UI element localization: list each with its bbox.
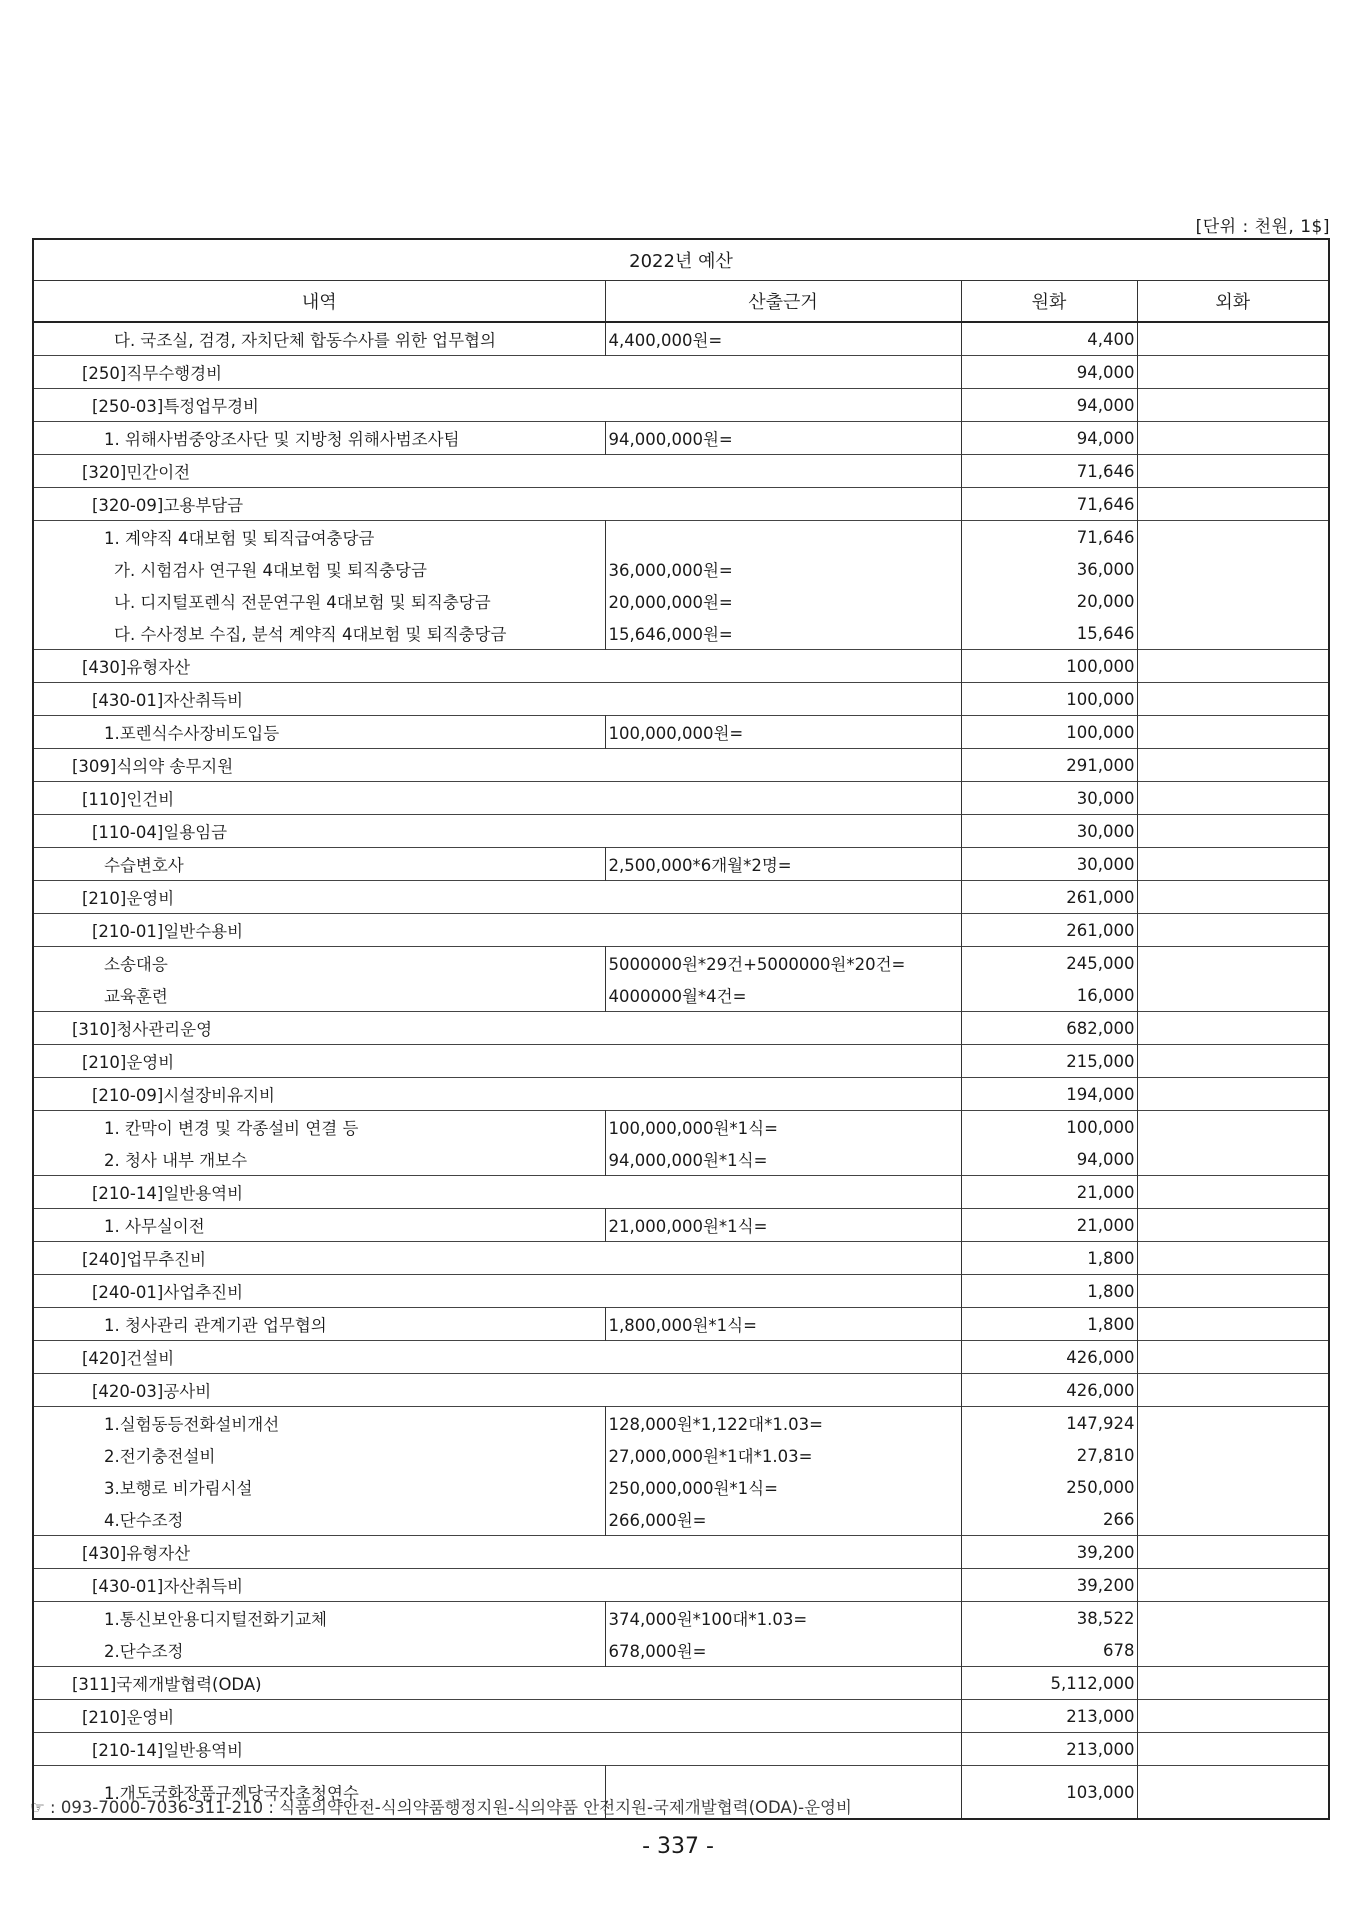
row-foreign (1137, 1766, 1329, 1820)
row-label: 2.단수조정 (33, 1634, 605, 1667)
row-foreign (1137, 1634, 1329, 1667)
row-label: 2.전기충전설비 (33, 1439, 605, 1471)
table-row (33, 979, 1329, 1012)
row-krw: 38,522 (961, 1602, 1137, 1635)
header-details: 내역 (33, 281, 605, 323)
row-foreign (1137, 389, 1329, 422)
row-foreign (1137, 716, 1329, 749)
row-label: [210-09]시설장비유지비 (33, 1078, 961, 1111)
table-row (33, 1536, 1329, 1569)
row-label: [320-09]고용부담금 (33, 488, 961, 521)
table-row (33, 1308, 1329, 1341)
row-foreign (1137, 881, 1329, 914)
header-foreign: 외화 (1137, 281, 1329, 323)
row-foreign (1137, 356, 1329, 389)
row-krw: 27,810 (961, 1439, 1137, 1471)
row-label: 1.실험동등전화설비개선 (33, 1407, 605, 1440)
table-row (33, 1569, 1329, 1602)
table-row (33, 1143, 1329, 1176)
row-label: 가. 시험검사 연구원 4대보험 및 퇴직충당금 (33, 553, 605, 585)
budget-table (32, 238, 1330, 1820)
row-krw: 1,800 (961, 1308, 1137, 1341)
table-row (33, 1176, 1329, 1209)
row-foreign (1137, 815, 1329, 848)
table-row (33, 1634, 1329, 1667)
row-krw: 147,924 (961, 1407, 1137, 1440)
row-krw: 16,000 (961, 979, 1137, 1012)
row-krw: 20,000 (961, 585, 1137, 617)
table-row (33, 455, 1329, 488)
row-basis: 374,000원*100대*1.03= (605, 1602, 961, 1635)
table-row (33, 1471, 1329, 1503)
row-label: [210]운영비 (33, 1700, 961, 1733)
row-krw: 15,646 (961, 617, 1137, 650)
row-basis: 100,000,000원*1식= (605, 1111, 961, 1144)
row-basis: 100,000,000원= (605, 716, 961, 749)
row-basis: 2,500,000*6개월*2명= (605, 848, 961, 881)
row-label: 수습변호사 (33, 848, 605, 881)
table-row (33, 1733, 1329, 1766)
row-foreign (1137, 1374, 1329, 1407)
table-row (33, 1209, 1329, 1242)
row-basis: 94,000,000원*1식= (605, 1143, 961, 1176)
row-basis: 4000000월*4건= (605, 979, 961, 1012)
row-foreign (1137, 1439, 1329, 1471)
row-label: 1.포렌식수사장비도입등 (33, 716, 605, 749)
row-basis: 21,000,000원*1식= (605, 1209, 961, 1242)
table-row (33, 1242, 1329, 1275)
row-basis: 15,646,000원= (605, 617, 961, 650)
row-krw: 261,000 (961, 914, 1137, 947)
row-label: [210]운영비 (33, 881, 961, 914)
table-body (33, 322, 1329, 1819)
row-foreign (1137, 1700, 1329, 1733)
row-krw: 100,000 (961, 1111, 1137, 1144)
row-krw: 682,000 (961, 1012, 1137, 1045)
row-krw: 678 (961, 1634, 1137, 1667)
table-row (33, 716, 1329, 749)
table-row (33, 1374, 1329, 1407)
row-foreign (1137, 1078, 1329, 1111)
row-basis: 128,000원*1,122대*1.03= (605, 1407, 961, 1440)
table-row (33, 553, 1329, 585)
row-label: [430]유형자산 (33, 650, 961, 683)
row-label: 2. 청사 내부 개보수 (33, 1143, 605, 1176)
row-label: 1. 칸막이 변경 및 각종설비 연결 등 (33, 1111, 605, 1144)
row-label: [110-04]일용임금 (33, 815, 961, 848)
row-basis (605, 521, 961, 554)
row-krw: 30,000 (961, 848, 1137, 881)
row-foreign (1137, 422, 1329, 455)
table-row (33, 650, 1329, 683)
row-krw: 36,000 (961, 553, 1137, 585)
row-foreign (1137, 848, 1329, 881)
row-label: [210-14]일반용역비 (33, 1176, 961, 1209)
table-row (33, 749, 1329, 782)
table-row (33, 782, 1329, 815)
table-row (33, 585, 1329, 617)
row-foreign (1137, 1733, 1329, 1766)
table-row (33, 1667, 1329, 1700)
row-foreign (1137, 1111, 1329, 1144)
row-foreign (1137, 782, 1329, 815)
row-krw: 71,646 (961, 521, 1137, 554)
row-label: [310]청사관리운영 (33, 1012, 961, 1045)
row-label: [420-03]공사비 (33, 1374, 961, 1407)
row-krw: 100,000 (961, 650, 1137, 683)
row-label: [250-03]특정업무경비 (33, 389, 961, 422)
row-krw: 21,000 (961, 1176, 1137, 1209)
row-foreign (1137, 488, 1329, 521)
row-label: [320]민간이전 (33, 455, 961, 488)
row-label: 1. 사무실이전 (33, 1209, 605, 1242)
row-foreign (1137, 322, 1329, 356)
row-foreign (1137, 553, 1329, 585)
row-basis: 20,000,000원= (605, 585, 961, 617)
table-row (33, 617, 1329, 650)
row-krw: 100,000 (961, 716, 1137, 749)
row-krw: 194,000 (961, 1078, 1137, 1111)
row-label: 다. 국조실, 검경, 자치단체 합동수사를 위한 업무협의 (33, 322, 605, 356)
row-krw: 426,000 (961, 1374, 1137, 1407)
table-row (33, 1078, 1329, 1111)
row-basis: 4,400,000원= (605, 322, 961, 356)
row-foreign (1137, 1407, 1329, 1440)
table-row (33, 488, 1329, 521)
row-krw: 266 (961, 1503, 1137, 1536)
row-foreign (1137, 455, 1329, 488)
row-krw: 250,000 (961, 1471, 1137, 1503)
row-label: [420]건설비 (33, 1341, 961, 1374)
table-row (33, 322, 1329, 356)
table-row (33, 356, 1329, 389)
row-label: [210]운영비 (33, 1045, 961, 1078)
row-foreign (1137, 521, 1329, 554)
row-label: [210-14]일반용역비 (33, 1733, 961, 1766)
row-label: 교육훈련 (33, 979, 605, 1012)
table-row (33, 1012, 1329, 1045)
row-krw: 30,000 (961, 782, 1137, 815)
row-foreign (1137, 1012, 1329, 1045)
table-row (33, 914, 1329, 947)
table-row (33, 1700, 1329, 1733)
row-krw: 71,646 (961, 455, 1137, 488)
row-label: [309]식의약 송무지원 (33, 749, 961, 782)
row-krw: 103,000 (961, 1766, 1137, 1820)
row-basis: 5000000원*29건+5000000원*20건= (605, 947, 961, 980)
row-krw: 94,000 (961, 356, 1137, 389)
row-label: 4.단수조정 (33, 1503, 605, 1536)
row-krw: 213,000 (961, 1733, 1137, 1766)
table-row (33, 1439, 1329, 1471)
row-krw: 39,200 (961, 1569, 1137, 1602)
row-label: [430-01]자산취득비 (33, 683, 961, 716)
row-foreign (1137, 1569, 1329, 1602)
table-row (33, 422, 1329, 455)
row-label: 1. 계약직 4대보험 및 퇴직급여충당금 (33, 521, 605, 554)
table-row (33, 683, 1329, 716)
row-basis: 36,000,000원= (605, 553, 961, 585)
header-basis: 산출근거 (605, 281, 961, 323)
row-foreign (1137, 979, 1329, 1012)
row-foreign (1137, 585, 1329, 617)
row-krw: 39,200 (961, 1536, 1137, 1569)
row-foreign (1137, 683, 1329, 716)
row-label: 소송대응 (33, 947, 605, 980)
row-label: 1. 위해사범중앙조사단 및 지방청 위해사범조사팀 (33, 422, 605, 455)
table-row (33, 881, 1329, 914)
row-foreign (1137, 1536, 1329, 1569)
row-krw: 5,112,000 (961, 1667, 1137, 1700)
row-krw: 71,646 (961, 488, 1137, 521)
row-krw: 94,000 (961, 1143, 1137, 1176)
row-basis: 27,000,000원*1대*1.03= (605, 1439, 961, 1471)
row-krw: 426,000 (961, 1341, 1137, 1374)
row-krw: 30,000 (961, 815, 1137, 848)
row-krw: 1,800 (961, 1242, 1137, 1275)
row-label: [430-01]자산취득비 (33, 1569, 961, 1602)
row-krw: 4,400 (961, 322, 1137, 356)
page-number: - 337 - (642, 1834, 714, 1859)
unit-label: [단위 : 천원, 1$] (1195, 217, 1330, 237)
table-row (33, 521, 1329, 554)
row-krw: 213,000 (961, 1700, 1137, 1733)
table-row (33, 1045, 1329, 1078)
row-foreign (1137, 1143, 1329, 1176)
row-label: 1.개도국화장품규제당국자초청연수 (33, 1766, 605, 1820)
table-row (33, 1111, 1329, 1144)
row-krw: 215,000 (961, 1045, 1137, 1078)
row-krw: 245,000 (961, 947, 1137, 980)
row-foreign (1137, 1176, 1329, 1209)
table-row (33, 1503, 1329, 1536)
row-foreign (1137, 1341, 1329, 1374)
row-label: [210-01]일반수용비 (33, 914, 961, 947)
row-krw: 291,000 (961, 749, 1137, 782)
row-foreign (1137, 1308, 1329, 1341)
row-label: 다. 수사정보 수집, 분석 계약직 4대보험 및 퇴직충당금 (33, 617, 605, 650)
row-label: [110]인건비 (33, 782, 961, 815)
row-foreign (1137, 749, 1329, 782)
table-row (33, 815, 1329, 848)
row-krw: 100,000 (961, 683, 1137, 716)
row-foreign (1137, 914, 1329, 947)
row-foreign (1137, 1503, 1329, 1536)
row-label: 1. 청사관리 관계기관 업무협의 (33, 1308, 605, 1341)
row-foreign (1137, 1471, 1329, 1503)
table-row (33, 389, 1329, 422)
footnote: ☞ : 093-7000-7036-311-210 : 식품의약안전-식의약품행정지원-식의약품 안전지원-국제개발협력(ODA)-운영비 (30, 1798, 852, 1817)
row-foreign (1137, 1242, 1329, 1275)
row-foreign (1137, 947, 1329, 980)
row-basis: 678,000원= (605, 1634, 961, 1667)
table-title: 2022년 예산 (33, 239, 1329, 281)
row-foreign (1137, 1275, 1329, 1308)
row-label: [311]국제개발협력(ODA) (33, 1667, 961, 1700)
row-foreign (1137, 617, 1329, 650)
row-krw: 94,000 (961, 389, 1137, 422)
row-foreign (1137, 1209, 1329, 1242)
table-row (33, 848, 1329, 881)
row-krw: 94,000 (961, 422, 1137, 455)
row-foreign (1137, 1045, 1329, 1078)
table-row (33, 1602, 1329, 1635)
row-label: 3.보행로 비가림시설 (33, 1471, 605, 1503)
table-row (33, 1407, 1329, 1440)
row-foreign (1137, 1667, 1329, 1700)
row-basis: 266,000원= (605, 1503, 961, 1536)
row-basis: 94,000,000원= (605, 422, 961, 455)
row-basis: 250,000,000원*1식= (605, 1471, 961, 1503)
row-label: [240-01]사업추진비 (33, 1275, 961, 1308)
row-label: [250]직무수행경비 (33, 356, 961, 389)
table-row (33, 1275, 1329, 1308)
row-foreign (1137, 1602, 1329, 1635)
row-foreign (1137, 650, 1329, 683)
table-row (33, 1341, 1329, 1374)
row-label: 1.통신보안용디지털전화기교체 (33, 1602, 605, 1635)
table-row (33, 947, 1329, 980)
row-label: [240]업무추진비 (33, 1242, 961, 1275)
row-krw: 1,800 (961, 1275, 1137, 1308)
header-krw: 원화 (961, 281, 1137, 323)
row-krw: 21,000 (961, 1209, 1137, 1242)
row-label: [430]유형자산 (33, 1536, 961, 1569)
row-krw: 261,000 (961, 881, 1137, 914)
row-label: 나. 디지털포렌식 전문연구원 4대보험 및 퇴직충당금 (33, 585, 605, 617)
row-basis: 1,800,000원*1식= (605, 1308, 961, 1341)
